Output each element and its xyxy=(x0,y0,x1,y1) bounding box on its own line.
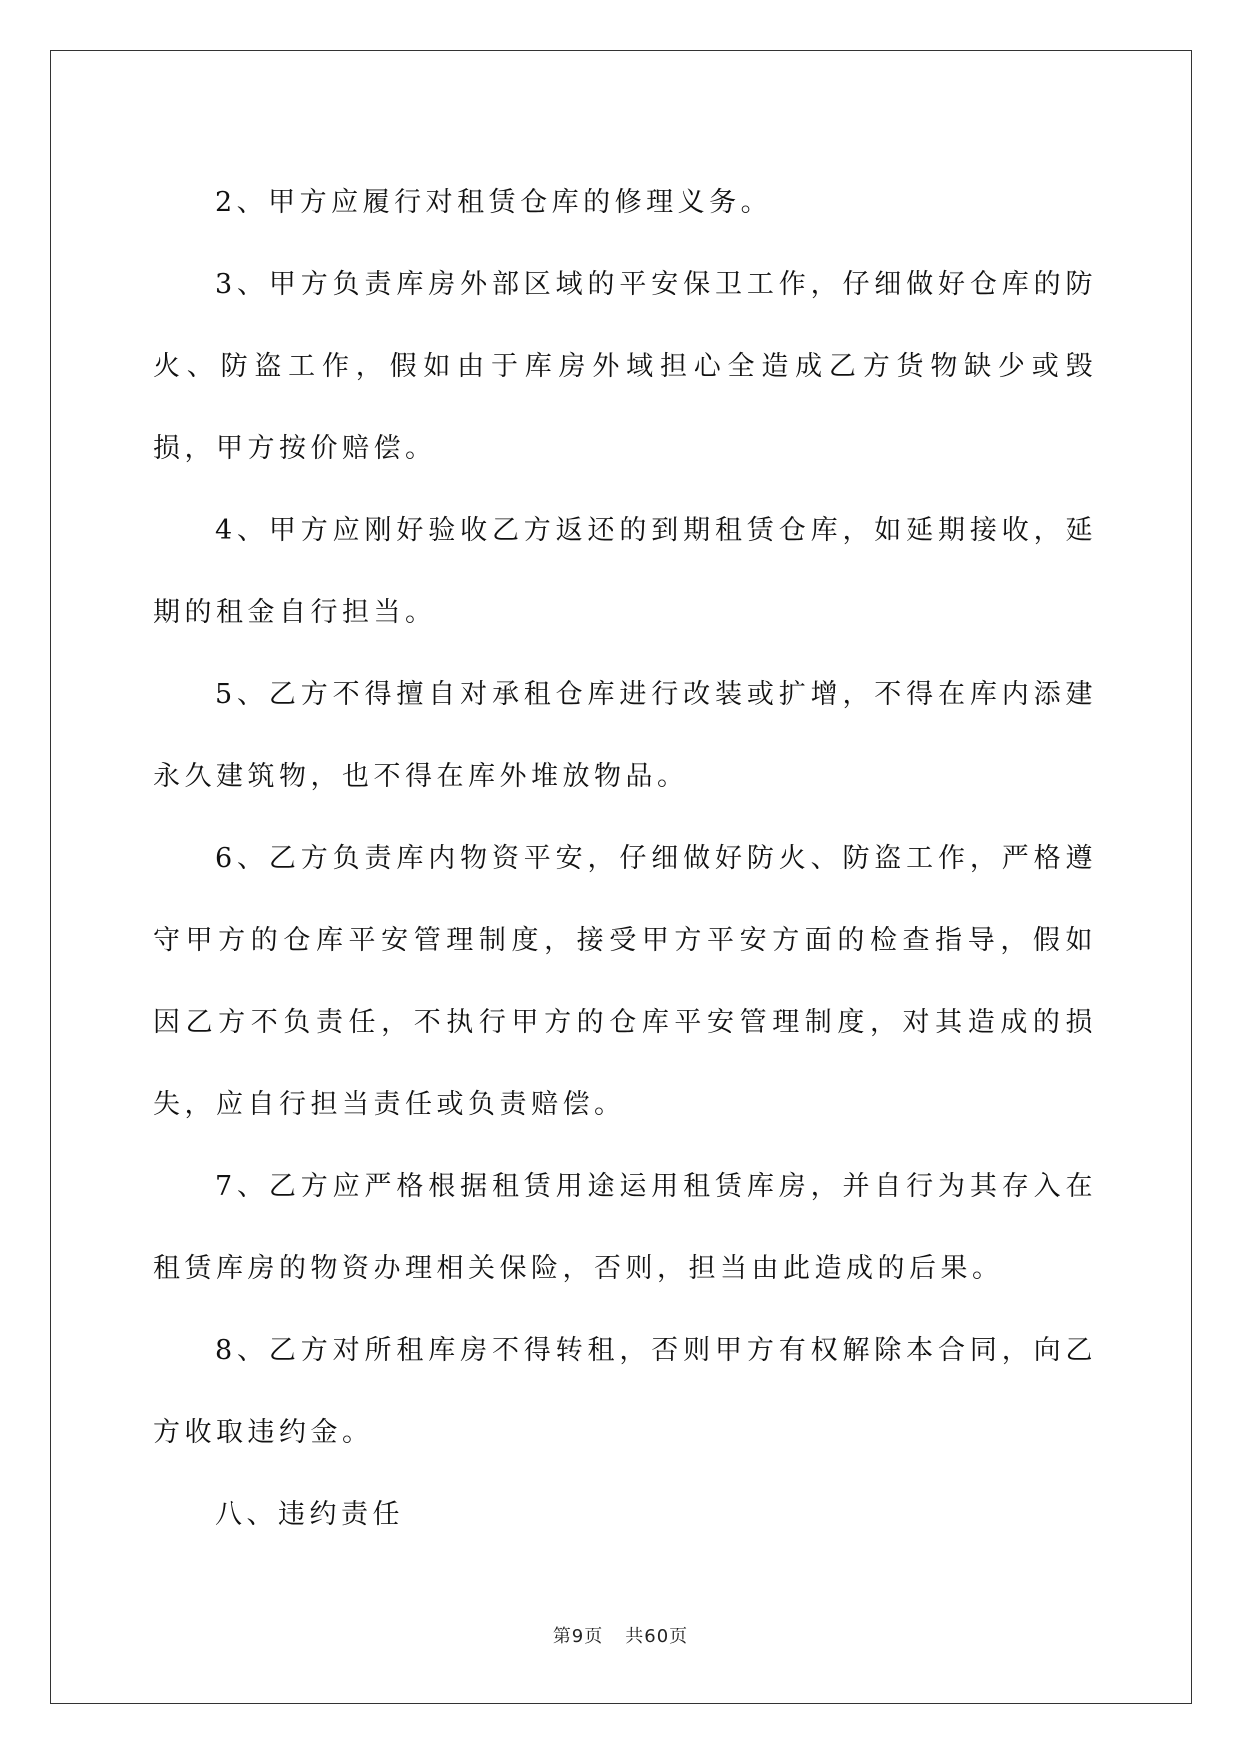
page-number: 第9页 xyxy=(552,1626,604,1647)
paragraph-clause-4: 4、甲方应刚好验收乙方返还的到期租赁仓库，如延期接收，延期的租金自行担当。 xyxy=(153,515,1097,628)
paragraph-clause-5: 5、乙方不得擅自对承租仓库进行改装或扩增，不得在库内添建永久建筑物，也不得在库外堆放物品。 xyxy=(153,679,1097,792)
paragraph-clause-2: 2、甲方应履行对租赁仓库的修理义务。 xyxy=(215,187,773,218)
section-heading-breach-liability: 八、违约责任 xyxy=(215,1499,404,1530)
page-footer xyxy=(0,1622,1241,1648)
paragraph-clause-7: 7、乙方应严格根据租赁用途运用租赁库房，并自行为其存入在租赁库房的物资办理相关保险，否则，担当由此造成的后果。 xyxy=(153,1171,1097,1284)
document-body xyxy=(153,162,1097,1556)
paragraph-clause-3: 3、甲方负责库房外部区域的平安保卫工作，仔细做好仓库的防火、防盗工作，假如由于库房外域担心全造成乙方货物缺少或毁损，甲方按价赔偿。 xyxy=(153,269,1097,464)
page-total: 共60页 xyxy=(625,1626,689,1647)
paragraph-clause-8: 8、乙方对所租库房不得转租，否则甲方有权解除本合同，向乙方收取违约金。 xyxy=(153,1335,1097,1448)
paragraph-clause-6: 6、乙方负责库内物资平安，仔细做好防火、防盗工作，严格遵守甲方的仓库平安管理制度，接受甲方平安方面的检查指导，假如因乙方不负责任，不执行甲方的仓库平安管理制度，对其造成的损失，应自行担当责任或负责赔偿。 xyxy=(153,843,1097,1120)
